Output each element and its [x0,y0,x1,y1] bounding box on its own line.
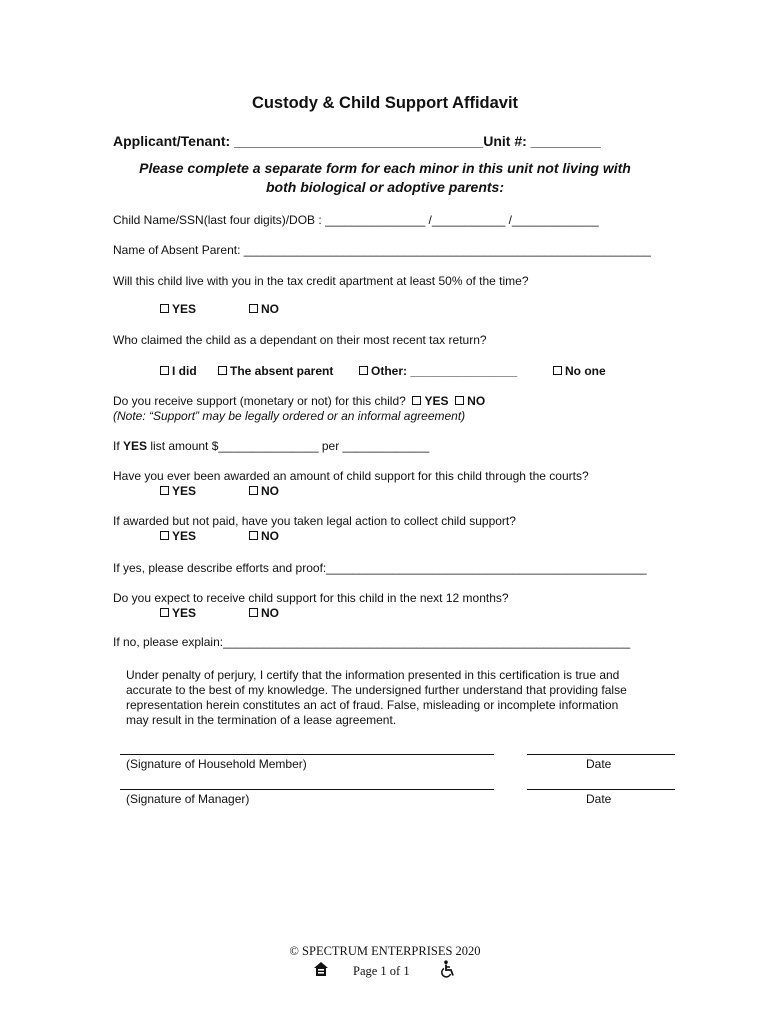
checkbox-icon[interactable] [359,366,368,375]
certification-line-4: may result in the termination of a lease agreement. [126,713,397,727]
manager-date-line[interactable] [527,789,675,790]
support-note: (Note: “Support” may be legally ordered or an informal agreement) [113,409,466,423]
support-yes-option[interactable]: YES [412,394,448,408]
question-awarded: Have you ever been awarded an amount of child support for this child through the courts? [113,469,589,483]
manager-signature-line[interactable] [120,789,494,790]
date-label-2: Date [586,792,612,806]
child-name-field[interactable]: Child Name/SSN(last four digits)/DOB : _______________ /___________ /_____________ [113,213,599,227]
certification-line-2: accurate to the best of my knowledge. The undersigned further understand that providing false [126,683,627,697]
question-support: Do you receive support (monetary or not) for this child? YES NO [113,394,486,408]
checkbox-icon[interactable] [160,304,169,313]
awarded-yes-option[interactable]: YES [160,484,196,498]
awarded-no-option[interactable]: NO [249,484,279,498]
claimed-i-did-option[interactable]: I did [160,364,197,378]
question-expect: Do you expect to receive child support for this child in the next 12 months? [113,591,509,605]
question-claimed: Who claimed the child as a dependant on their most recent tax return? [113,333,487,347]
checkbox-icon[interactable] [160,531,169,540]
checkbox-icon[interactable] [249,608,258,617]
manager-signature-label: (Signature of Manager) [126,792,250,806]
applicant-tenant-line[interactable]: Applicant/Tenant: ________________________________Unit #: _________ [113,133,601,149]
checkbox-icon[interactable] [249,531,258,540]
checkbox-icon[interactable] [160,608,169,617]
question-live-50: Will this child live with you in the tax credit apartment at least 50% of the time? [113,274,529,288]
page-number: Page 1 of 1 [353,964,410,978]
checkbox-icon[interactable] [218,366,227,375]
instruction-line-1: Please complete a separate form for each minor in this unit not living with [139,160,631,176]
instruction-line-2: both biological or adoptive parents: [265,179,504,195]
equal-housing-icon [313,961,329,977]
claimed-other-option[interactable]: Other: ________________ [359,364,517,378]
household-signature-label: (Signature of Household Member) [126,757,307,771]
household-date-line[interactable] [527,754,675,755]
legal-yes-option[interactable]: YES [160,529,196,543]
claimed-no-one-option[interactable]: No one [553,364,606,378]
certification-line-3: representation herein constitutes an act of fraud. False, misleading or incomplete information [126,698,619,712]
checkbox-icon[interactable] [412,396,421,405]
checkbox-icon[interactable] [160,366,169,375]
checkbox-icon[interactable] [455,396,464,405]
live-no-option[interactable]: NO [249,302,279,316]
expect-yes-option[interactable]: YES [160,606,196,620]
support-no-option[interactable]: NO [455,394,485,408]
describe-efforts-field[interactable]: If yes, please describe efforts and proof:________________________________________________ [113,561,647,575]
date-label-1: Date [586,757,612,771]
claimed-absent-parent-option[interactable]: The absent parent [218,364,333,378]
question-legal-action: If awarded but not paid, have you taken legal action to collect child support? [113,514,516,528]
household-signature-line[interactable] [120,754,494,755]
wheelchair-icon [440,960,456,978]
checkbox-icon[interactable] [160,486,169,495]
checkbox-icon[interactable] [249,486,258,495]
if-yes-amount-field[interactable]: If YES list amount $_______________ per _____________ [113,439,430,453]
certification-line-1: Under penalty of perjury, I certify that the information presented in this certification is true and [126,668,620,682]
legal-no-option[interactable]: NO [249,529,279,543]
live-yes-option[interactable]: YES [160,302,196,316]
explain-field[interactable]: If no, please explain:_____________________________________________________________ [113,635,631,649]
expect-no-option[interactable]: NO [249,606,279,620]
footer-copyright: © SPECTRUM ENTERPRISES 2020 [289,944,481,958]
checkbox-icon[interactable] [249,304,258,313]
absent-parent-field[interactable]: Name of Absent Parent: _____________________________________________________________ [113,243,651,257]
page-title: Custody & Child Support Affidavit [251,94,519,112]
checkbox-icon[interactable] [553,366,562,375]
